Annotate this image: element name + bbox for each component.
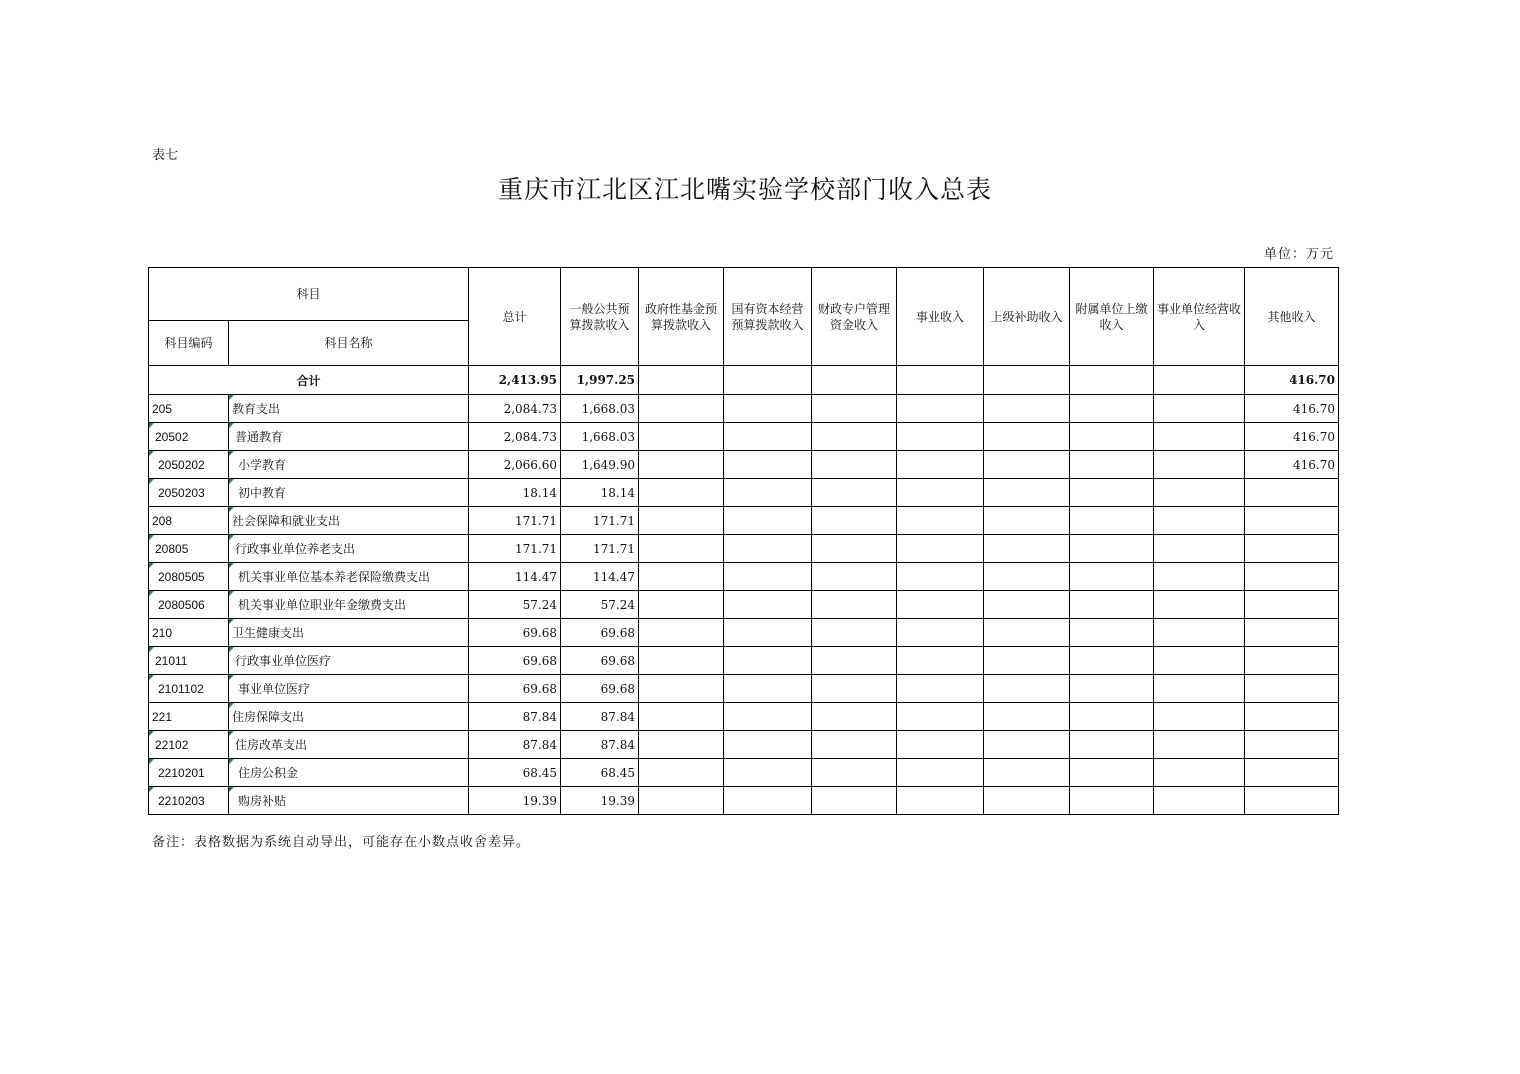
- total-cell: 2,413.95: [469, 366, 561, 395]
- state-capital-cell: [724, 591, 812, 619]
- state-capital-cell: [724, 647, 812, 675]
- superior-subsidy-cell: [984, 479, 1070, 507]
- total-cell: 2,084.73: [469, 423, 561, 451]
- superior-subsidy-cell: [984, 535, 1070, 563]
- subject-name-cell: 住房公积金: [229, 759, 469, 787]
- state-capital-cell: [724, 366, 812, 395]
- superior-subsidy-cell: [984, 619, 1070, 647]
- superior-subsidy-cell: [984, 591, 1070, 619]
- gov-fund-cell: [639, 703, 724, 731]
- affiliated-cell: [1070, 787, 1154, 815]
- subject-name-cell: 普通教育: [229, 423, 469, 451]
- general-budget-cell: 57.24: [561, 591, 639, 619]
- page-title: 重庆市江北区江北嘴实验学校部门收入总表: [497, 175, 992, 204]
- unit-label: 单位：万元: [1263, 247, 1334, 262]
- other-cell: [1245, 563, 1339, 591]
- subject-code-cell: 21011: [149, 647, 229, 675]
- fiscal-special-cell: [812, 366, 897, 395]
- business-cell: [897, 479, 984, 507]
- general-budget-cell: 68.45: [561, 759, 639, 787]
- state-capital-cell: [724, 479, 812, 507]
- superior-subsidy-cell: [984, 507, 1070, 535]
- header-state-capital: 国有资本经营预算拨款收入: [724, 268, 812, 366]
- header-other: 其他收入: [1245, 268, 1339, 366]
- business-cell: [897, 591, 984, 619]
- affiliated-cell: [1070, 647, 1154, 675]
- subject-name-cell: 购房补贴: [229, 787, 469, 815]
- total-cell: 87.84: [469, 731, 561, 759]
- header-subject: 科目: [149, 268, 469, 321]
- table-row: [149, 731, 1339, 759]
- state-capital-cell: [724, 563, 812, 591]
- affiliated-cell: [1070, 395, 1154, 423]
- subject-name-cell: 事业单位医疗: [229, 675, 469, 703]
- operating-cell: [1154, 647, 1245, 675]
- subject-code-cell: 20805: [149, 535, 229, 563]
- table-row: [149, 507, 1339, 535]
- affiliated-cell: [1070, 703, 1154, 731]
- operating-cell: [1154, 731, 1245, 759]
- total-cell: 171.71: [469, 507, 561, 535]
- affiliated-cell: [1070, 479, 1154, 507]
- superior-subsidy-cell: [984, 675, 1070, 703]
- fiscal-special-cell: [812, 451, 897, 479]
- general-budget-cell: 87.84: [561, 703, 639, 731]
- subject-code-cell: 20502: [149, 423, 229, 451]
- table-number-label: 表七: [152, 148, 179, 163]
- state-capital-cell: [724, 619, 812, 647]
- business-cell: [897, 787, 984, 815]
- subject-code-cell: 2050202: [149, 451, 229, 479]
- business-cell: [897, 507, 984, 535]
- affiliated-cell: [1070, 535, 1154, 563]
- header-business: 事业收入: [897, 268, 984, 366]
- fiscal-special-cell: [812, 507, 897, 535]
- header-fiscal-special: 财政专户管理资金收入: [812, 268, 897, 366]
- business-cell: [897, 563, 984, 591]
- business-cell: [897, 451, 984, 479]
- affiliated-cell: [1070, 507, 1154, 535]
- operating-cell: [1154, 479, 1245, 507]
- affiliated-cell: [1070, 731, 1154, 759]
- gov-fund-cell: [639, 451, 724, 479]
- operating-cell: [1154, 591, 1245, 619]
- fiscal-special-cell: [812, 591, 897, 619]
- total-cell: 19.39: [469, 787, 561, 815]
- subject-name-cell: 教育支出: [229, 395, 469, 423]
- other-cell: [1245, 591, 1339, 619]
- affiliated-cell: [1070, 366, 1154, 395]
- affiliated-cell: [1070, 451, 1154, 479]
- header-operating: 事业单位经营收入: [1154, 268, 1245, 366]
- income-summary-table: [148, 267, 1339, 815]
- superior-subsidy-cell: [984, 366, 1070, 395]
- affiliated-cell: [1070, 619, 1154, 647]
- other-cell: [1245, 507, 1339, 535]
- table-row: [149, 787, 1339, 815]
- subject-name-cell: 住房保障支出: [229, 703, 469, 731]
- table-row: [149, 395, 1339, 423]
- state-capital-cell: [724, 731, 812, 759]
- operating-cell: [1154, 759, 1245, 787]
- general-budget-cell: 69.68: [561, 675, 639, 703]
- superior-subsidy-cell: [984, 731, 1070, 759]
- fiscal-special-cell: [812, 731, 897, 759]
- affiliated-cell: [1070, 423, 1154, 451]
- subject-name-cell: 机关事业单位基本养老保险缴费支出: [229, 563, 469, 591]
- affiliated-cell: [1070, 759, 1154, 787]
- total-cell: 68.45: [469, 759, 561, 787]
- gov-fund-cell: [639, 366, 724, 395]
- operating-cell: [1154, 423, 1245, 451]
- header-superior-subsidy: 上级补助收入: [984, 268, 1070, 366]
- header-general-budget: 一般公共预算拨款收入: [561, 268, 639, 366]
- subject-name-cell: 初中教育: [229, 479, 469, 507]
- table-row: [149, 423, 1339, 451]
- other-cell: 416.70: [1245, 451, 1339, 479]
- general-budget-cell: 19.39: [561, 787, 639, 815]
- total-cell: 114.47: [469, 563, 561, 591]
- other-cell: [1245, 619, 1339, 647]
- other-cell: [1245, 787, 1339, 815]
- table-row: [149, 451, 1339, 479]
- other-cell: [1245, 731, 1339, 759]
- business-cell: [897, 395, 984, 423]
- header-total: 总计: [469, 268, 561, 366]
- gov-fund-cell: [639, 479, 724, 507]
- total-cell: 2,066.60: [469, 451, 561, 479]
- fiscal-special-cell: [812, 395, 897, 423]
- affiliated-cell: [1070, 563, 1154, 591]
- gov-fund-cell: [639, 675, 724, 703]
- fiscal-special-cell: [812, 647, 897, 675]
- general-budget-cell: 69.68: [561, 619, 639, 647]
- subject-code-cell: 2101102: [149, 675, 229, 703]
- fiscal-special-cell: [812, 423, 897, 451]
- business-cell: [897, 366, 984, 395]
- other-cell: [1245, 535, 1339, 563]
- fiscal-special-cell: [812, 787, 897, 815]
- subject-code-cell: 2210201: [149, 759, 229, 787]
- total-cell: 69.68: [469, 675, 561, 703]
- superior-subsidy-cell: [984, 451, 1070, 479]
- subject-code-cell: 208: [149, 507, 229, 535]
- subject-name-cell: 卫生健康支出: [229, 619, 469, 647]
- general-budget-cell: 1,649.90: [561, 451, 639, 479]
- operating-cell: [1154, 507, 1245, 535]
- general-budget-cell: 87.84: [561, 731, 639, 759]
- subject-code-cell: 2210203: [149, 787, 229, 815]
- gov-fund-cell: [639, 759, 724, 787]
- general-budget-cell: 114.47: [561, 563, 639, 591]
- total-cell: 18.14: [469, 479, 561, 507]
- operating-cell: [1154, 395, 1245, 423]
- superior-subsidy-cell: [984, 563, 1070, 591]
- subject-code-cell: 210: [149, 619, 229, 647]
- operating-cell: [1154, 703, 1245, 731]
- other-cell: [1245, 759, 1339, 787]
- total-cell: 69.68: [469, 647, 561, 675]
- subject-code-cell: 2050203: [149, 479, 229, 507]
- operating-cell: [1154, 366, 1245, 395]
- gov-fund-cell: [639, 619, 724, 647]
- operating-cell: [1154, 451, 1245, 479]
- total-cell: 171.71: [469, 535, 561, 563]
- subject-code-cell: 221: [149, 703, 229, 731]
- subject-code-cell: 22102: [149, 731, 229, 759]
- general-budget-cell: 69.68: [561, 647, 639, 675]
- state-capital-cell: [724, 703, 812, 731]
- header-gov-fund: 政府性基金预算拨款收入: [639, 268, 724, 366]
- state-capital-cell: [724, 787, 812, 815]
- total-row: [149, 366, 1339, 395]
- superior-subsidy-cell: [984, 703, 1070, 731]
- superior-subsidy-cell: [984, 395, 1070, 423]
- total-cell: 69.68: [469, 619, 561, 647]
- fiscal-special-cell: [812, 479, 897, 507]
- state-capital-cell: [724, 675, 812, 703]
- subject-code-cell: 2080505: [149, 563, 229, 591]
- total-cell: 87.84: [469, 703, 561, 731]
- other-cell: 416.70: [1245, 366, 1339, 395]
- business-cell: [897, 619, 984, 647]
- other-cell: [1245, 675, 1339, 703]
- operating-cell: [1154, 563, 1245, 591]
- total-label: 合计: [149, 366, 469, 395]
- table-row: [149, 479, 1339, 507]
- state-capital-cell: [724, 535, 812, 563]
- business-cell: [897, 675, 984, 703]
- superior-subsidy-cell: [984, 759, 1070, 787]
- table-row: [149, 759, 1339, 787]
- subject-name-cell: 行政事业单位养老支出: [229, 535, 469, 563]
- fiscal-special-cell: [812, 675, 897, 703]
- operating-cell: [1154, 619, 1245, 647]
- table-row: [149, 703, 1339, 731]
- superior-subsidy-cell: [984, 787, 1070, 815]
- gov-fund-cell: [639, 535, 724, 563]
- business-cell: [897, 535, 984, 563]
- gov-fund-cell: [639, 423, 724, 451]
- operating-cell: [1154, 675, 1245, 703]
- other-cell: 416.70: [1245, 395, 1339, 423]
- gov-fund-cell: [639, 647, 724, 675]
- footer-remark: 备注：表格数据为系统自动导出，可能存在小数点收舍差异。: [152, 835, 531, 850]
- state-capital-cell: [724, 759, 812, 787]
- state-capital-cell: [724, 423, 812, 451]
- gov-fund-cell: [639, 507, 724, 535]
- header-subject-code: 科目编码: [149, 321, 229, 366]
- table-row: [149, 619, 1339, 647]
- general-budget-cell: 1,668.03: [561, 395, 639, 423]
- state-capital-cell: [724, 451, 812, 479]
- affiliated-cell: [1070, 591, 1154, 619]
- state-capital-cell: [724, 395, 812, 423]
- other-cell: [1245, 479, 1339, 507]
- subject-code-cell: 2080506: [149, 591, 229, 619]
- header-affiliated: 附属单位上缴收入: [1070, 268, 1154, 366]
- affiliated-cell: [1070, 675, 1154, 703]
- gov-fund-cell: [639, 787, 724, 815]
- table-row: [149, 535, 1339, 563]
- gov-fund-cell: [639, 731, 724, 759]
- fiscal-special-cell: [812, 535, 897, 563]
- business-cell: [897, 647, 984, 675]
- header-subject-name: 科目名称: [229, 321, 469, 366]
- fiscal-special-cell: [812, 759, 897, 787]
- superior-subsidy-cell: [984, 647, 1070, 675]
- total-cell: 57.24: [469, 591, 561, 619]
- business-cell: [897, 731, 984, 759]
- gov-fund-cell: [639, 395, 724, 423]
- table-row: [149, 647, 1339, 675]
- table-row: [149, 591, 1339, 619]
- general-budget-cell: 1,668.03: [561, 423, 639, 451]
- business-cell: [897, 703, 984, 731]
- general-budget-cell: 18.14: [561, 479, 639, 507]
- subject-name-cell: 行政事业单位医疗: [229, 647, 469, 675]
- operating-cell: [1154, 535, 1245, 563]
- subject-name-cell: 小学教育: [229, 451, 469, 479]
- operating-cell: [1154, 787, 1245, 815]
- fiscal-special-cell: [812, 703, 897, 731]
- business-cell: [897, 423, 984, 451]
- gov-fund-cell: [639, 563, 724, 591]
- superior-subsidy-cell: [984, 423, 1070, 451]
- general-budget-cell: 1,997.25: [561, 366, 639, 395]
- subject-code-cell: 205: [149, 395, 229, 423]
- total-cell: 2,084.73: [469, 395, 561, 423]
- other-cell: [1245, 647, 1339, 675]
- general-budget-cell: 171.71: [561, 535, 639, 563]
- other-cell: 416.70: [1245, 423, 1339, 451]
- table-row: [149, 563, 1339, 591]
- gov-fund-cell: [639, 591, 724, 619]
- business-cell: [897, 759, 984, 787]
- table-row: [149, 675, 1339, 703]
- fiscal-special-cell: [812, 563, 897, 591]
- subject-name-cell: 住房改革支出: [229, 731, 469, 759]
- fiscal-special-cell: [812, 619, 897, 647]
- other-cell: [1245, 703, 1339, 731]
- subject-name-cell: 社会保障和就业支出: [229, 507, 469, 535]
- general-budget-cell: 171.71: [561, 507, 639, 535]
- subject-name-cell: 机关事业单位职业年金缴费支出: [229, 591, 469, 619]
- state-capital-cell: [724, 507, 812, 535]
